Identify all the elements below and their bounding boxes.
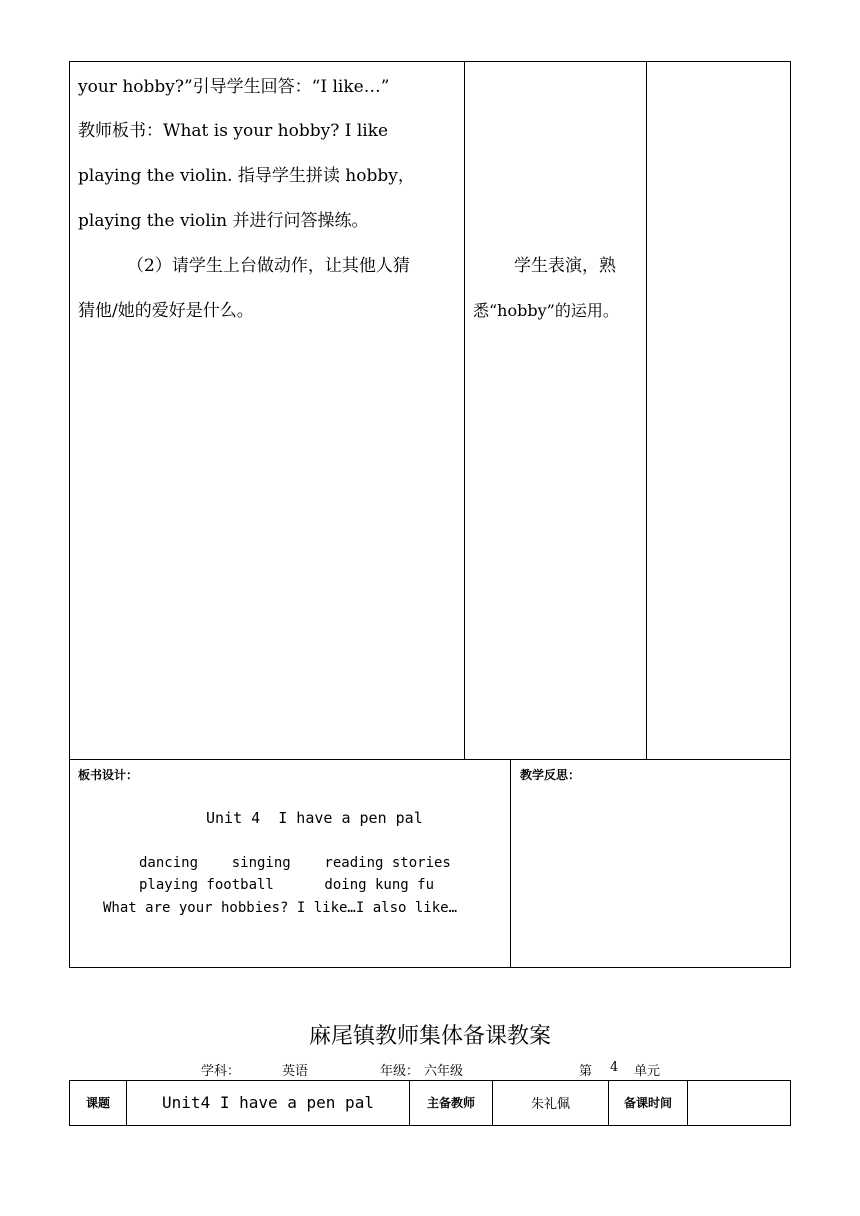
prep-time-label: 备课时间 — [623, 1096, 672, 1110]
table-top-border — [69, 61, 791, 62]
prep-time-value — [688, 1081, 790, 1124]
document-title: 麻尾镇教师集体备课教案 — [308, 1024, 551, 1049]
grade-value: 六年级 — [424, 1064, 464, 1079]
teacher-value: 朱礼佩 — [530, 1097, 570, 1112]
process-line: （2）请学生上台做动作，让其他人猜 — [127, 256, 410, 276]
unit-number: 4 — [610, 1060, 619, 1075]
board-vocab-line-1: dancing singing reading stories — [139, 855, 451, 871]
activity-line: 悉“hobby”的运用。 — [473, 301, 619, 320]
process-line: playing the violin. 指导学生拼读 hobby， — [78, 166, 415, 186]
topic-label: 课题 — [85, 1096, 110, 1110]
process-line: 猜他/她的爱好是什么。 — [78, 301, 254, 321]
row-divider — [69, 759, 791, 760]
table-right-border — [790, 61, 791, 968]
subject-label: 学科： — [201, 1064, 241, 1079]
board-sentence-line: What are your hobbies? I like…I also like… — [103, 900, 458, 916]
process-line: 教师板书：What is your hobby? I like — [78, 121, 389, 141]
subject-value: 英语 — [282, 1064, 309, 1079]
process-line: your hobby?”引导学生回答：“I like…” — [78, 77, 390, 97]
board-reflection-divider — [510, 759, 511, 968]
header-bottom-border — [69, 1125, 791, 1126]
grade-label: 年级： — [380, 1064, 420, 1079]
activity-line: 学生表演，熟 — [514, 256, 616, 276]
unit-prefix: 第 — [579, 1064, 593, 1079]
reflection-label: 教学反思： — [520, 768, 581, 782]
board-vocab-line-2: playing football doing kung fu — [139, 877, 435, 893]
teacher-label: 主备教师 — [426, 1096, 475, 1110]
topic-value: Unit4 I have a pen pal — [162, 1093, 374, 1112]
unit-suffix: 单元 — [634, 1064, 661, 1079]
table-left-border — [69, 61, 70, 968]
board-title: Unit 4 I have a pen pal — [206, 809, 423, 827]
table-bottom-border — [69, 967, 791, 968]
header-right-border — [790, 1080, 791, 1126]
process-line: playing the violin 并进行问答操练。 — [78, 211, 369, 231]
board-design-label: 板书设计： — [78, 768, 139, 782]
column-divider-1 — [464, 61, 465, 759]
column-divider-2 — [646, 61, 647, 759]
